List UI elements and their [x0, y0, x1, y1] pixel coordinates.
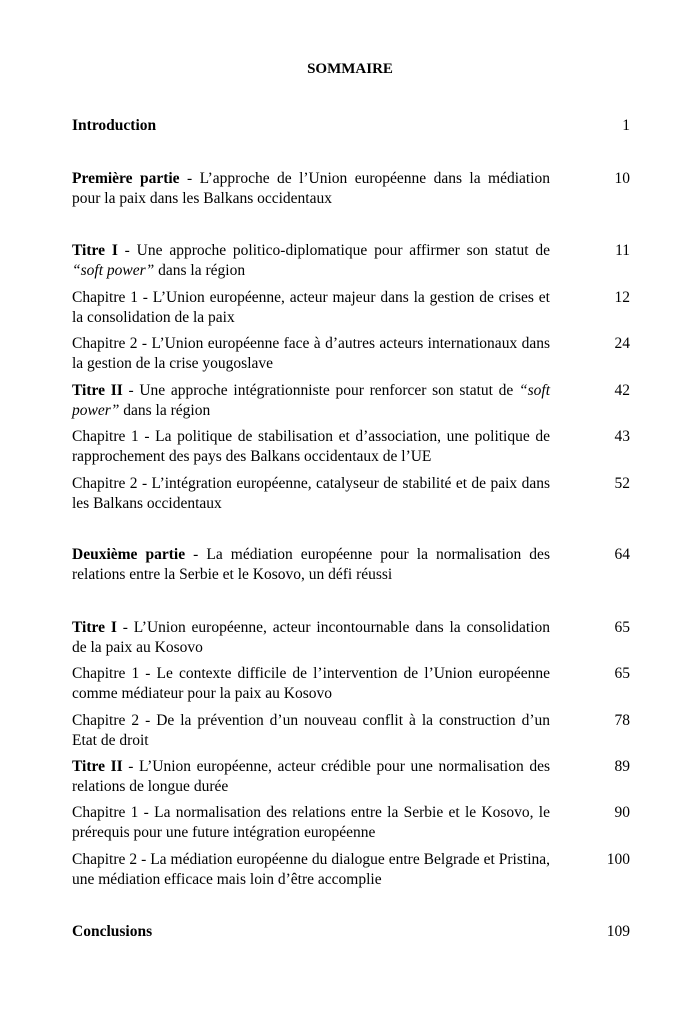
toc-entry-page: 11 — [615, 242, 630, 259]
toc-entry-page: 24 — [614, 335, 630, 352]
toc-entry-lead: Titre I — [72, 619, 117, 636]
toc-entry-text: L’Union européenne, acteur incontournable dans la consolidation de la paix au Kosovo — [72, 619, 551, 656]
toc-entry-page: 90 — [614, 804, 630, 821]
toc-entry-page: 65 — [614, 619, 630, 636]
toc-entry-page: 64 — [614, 546, 630, 563]
toc-entry-text: Chapitre 2 - L’intégration européenne, catalyseur de stabilité et de paix dans les Balkans occidentaux — [72, 475, 550, 512]
toc-entry-text: Chapitre 2 - La médiation européenne du dialogue entre Belgrade et Pristina, une médiation efficace mais loin d’être accomplie — [72, 851, 550, 888]
toc-entry-text: L’approche de l’Union européenne dans la médiation pour la paix dans les Balkans occidentaux — [72, 170, 550, 207]
toc-entry-page: 12 — [614, 289, 630, 306]
toc-entry-titre-1 — [72, 241, 630, 280]
toc-entry-text: Chapitre 2 - L’Union européenne face à d’autres acteurs internationaux dans la gestion de la crise yougoslave — [72, 335, 550, 372]
toc-entry-text: Chapitre 1 - Le contexte difficile de l’intervention de l’Union européenne comme médiateur pour la paix au Kosovo — [72, 665, 550, 702]
page-title: SOMMAIRE — [307, 61, 393, 77]
toc-entry-chapitre — [72, 711, 630, 750]
toc-entry-chapitre — [72, 288, 630, 327]
toc-entry-page: 42 — [614, 382, 630, 399]
toc-entry-chapitre — [72, 850, 630, 889]
toc-entry-dash: - — [179, 170, 200, 187]
toc-entry-premiere-partie — [72, 169, 630, 208]
toc-entry-lead: Titre II — [72, 382, 123, 399]
toc-entry-page: 52 — [614, 475, 630, 492]
toc-entry-titre-1 — [72, 618, 630, 657]
toc-entry-lead: Introduction — [72, 117, 157, 134]
toc-entry-lead: Titre I — [72, 242, 118, 259]
toc-entry-dash: - — [122, 382, 140, 399]
toc-entry-text: Chapitre 1 - La politique de stabilisation et d’association, une politique de rapprochement des pays des Balkans occidentaux de l’UE — [72, 428, 550, 465]
toc-entry-page: 109 — [606, 923, 630, 940]
toc-entry-page: 89 — [614, 758, 630, 775]
toc-entry-chapitre — [72, 803, 630, 842]
toc-entry-dash: - — [116, 619, 134, 636]
toc-entry-introduction — [72, 116, 630, 136]
toc-entry-titre-2 — [72, 757, 630, 796]
toc-entry-chapitre — [72, 664, 630, 703]
toc-entry-page: 43 — [614, 428, 630, 445]
toc-entry-dash: - — [117, 242, 137, 259]
toc-entry-lead: Première partie — [72, 170, 180, 187]
toc-entry-text: Chapitre 2 - De la prévention d’un nouveau conflit à la construction d’un Etat de droit — [72, 712, 550, 749]
toc-entry-titre-2 — [72, 381, 630, 420]
toc-entry-page: 78 — [614, 712, 630, 729]
toc-entry-italic: “soft power” — [72, 261, 155, 279]
toc-entry-text: Chapitre 1 - La normalisation des relations entre la Serbie et le Kosovo, le prérequis pour une future intégration européenne — [72, 804, 550, 841]
toc-entry-page: 1 — [622, 117, 630, 134]
toc-entry-lead: Deuxième partie — [72, 546, 186, 563]
toc-entry-chapitre — [72, 334, 630, 373]
toc-entry-text: Chapitre 1 - L’Union européenne, acteur majeur dans la gestion de crises et la consolidation de la paix — [72, 289, 550, 326]
toc-entry-chapitre — [72, 474, 630, 513]
toc-entry-page: 100 — [606, 851, 630, 868]
toc-entry-text: L’Union européenne, acteur crédible pour une normalisation des relations de longue durée — [72, 758, 550, 795]
toc-entry-italic: “soft power” — [72, 382, 550, 419]
toc-entry-text: dans la région — [154, 261, 246, 279]
toc-entry-conclusions — [72, 922, 630, 942]
toc-entry-chapitre — [72, 427, 630, 466]
toc-entry-text: Une approche intégrationniste pour renforcer son statut de — [139, 382, 519, 399]
toc-entry-text: dans la région — [119, 401, 211, 419]
toc-entry-dash: - — [122, 758, 140, 775]
toc-entry-lead: Titre II — [72, 758, 123, 775]
toc-entry-page: 10 — [614, 170, 630, 187]
toc-entry-dash: - — [185, 546, 207, 563]
toc-entry-page: 65 — [614, 665, 630, 682]
toc-entry-text: Une approche politico-diplomatique pour affirmer son statut de — [136, 242, 550, 259]
toc-entry-deuxieme-partie — [72, 545, 630, 584]
toc-entry-lead: Conclusions — [72, 923, 153, 940]
toc-entry-text: La médiation européenne pour la normalisation des relations entre la Serbie et le Kosovo, un défi réussi — [72, 546, 550, 583]
